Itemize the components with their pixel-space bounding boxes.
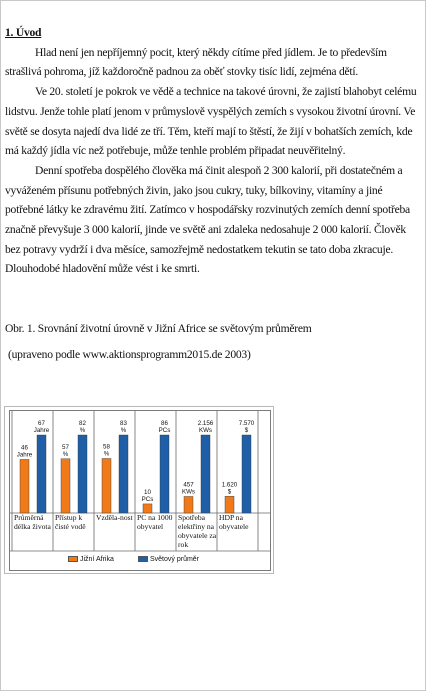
bar-south-africa — [225, 496, 234, 513]
category-label: Průměrná délka života — [14, 513, 51, 531]
figure-caption: Obr. 1. Srovnání životní úrovně v Jižní Africe se světovým průměrem — [5, 322, 312, 336]
bar-value-label-world: 86 PCs — [158, 420, 171, 434]
document-body — [5, 23, 421, 365]
bar-value-label-south-africa: 457 KWs — [181, 481, 196, 496]
bar-south-africa — [143, 504, 152, 513]
bar-south-africa — [102, 458, 111, 513]
category-label: PC na 1000 obyvatel — [137, 513, 173, 531]
bar-world — [160, 435, 169, 513]
bar-world — [78, 435, 87, 513]
legend-label-south-africa: Jižní Afrika — [80, 556, 114, 563]
bar-value-label-world: 2.156 KWs — [197, 420, 214, 434]
bar-south-africa — [20, 459, 29, 513]
legend-item-south-africa — [68, 555, 114, 565]
figure-source: (upraveno podle www.aktionsprogramm2015.de 2003) — [8, 347, 251, 361]
bar-value-label-world: 82 % — [79, 420, 86, 434]
bar-world — [119, 435, 128, 513]
bar-world — [201, 435, 210, 513]
bar-value-label-world: 83 % — [120, 420, 127, 434]
paragraph-2: Ve 20. století je pokrok ve vědě a technice na takové úrovni, že zajistí blahobyt celému lidstvu. Jenže tohle platí jenom v průmyslově vyspělých zemích s vysokou životní úrovní. Ve světě se dosyta najedí dva lidé ze tří. Těm, kteří mají to štěstí, že žijí v bohatších zemích, kde má každý jídla víc než potřebuje, může tenhle problém připadat neuvěřitelný. — [5, 85, 417, 158]
paragraph-3: Denní spotřeba dospělého člověka má činit alespoň 2 300 kalorií, při dostatečném a vyváženém přísunu potřebných živin, jako jsou cukry, tuky, bílkoviny, vitamíny a jiné potřebné látky ke zdravému žití. Zatímco v hospodářsky rozvinutých zemích denní spotřeba značně převyšuje 3 000 kalorií, jinde ve světě ani zdaleka nedosahuje 2 000 kalorií. Člověk bez potravy vydrží i dva měsíce, samozřejmě nedostatkem tekutin se tato doba zkracuje. Dlouhodobé hladovění může vést i ke smrti. — [5, 163, 410, 276]
bar-value-label-south-africa: 57 % — [62, 443, 69, 458]
legend-label-world: Světový průměr — [150, 556, 200, 563]
bar-value-label-south-africa: 1.620 $ — [221, 481, 238, 496]
chart-svg — [10, 411, 270, 570]
chart-frame — [9, 410, 271, 571]
bar-south-africa — [61, 459, 70, 513]
bar-world — [242, 435, 251, 513]
bar-value-label-south-africa: 46 Jahre — [16, 444, 33, 459]
bar-value-label-south-africa: 58 % — [103, 443, 110, 458]
bar-value-label-south-africa: 10 PCs — [141, 488, 154, 503]
bar-world — [37, 435, 46, 513]
chart-legend — [10, 553, 270, 567]
legend-swatch-world — [138, 556, 148, 562]
category-label: Přístup k čisté vodě — [55, 513, 86, 531]
legend-swatch-south-africa — [68, 556, 78, 562]
category-label: Vzděla-nost — [96, 513, 133, 522]
bar-value-label-world: 67 Jahre — [33, 420, 50, 434]
category-label: HDP na obyvatele — [219, 513, 249, 531]
figure-chart — [4, 406, 274, 574]
bar-value-label-world: 7.570 $ — [238, 420, 255, 434]
spacer — [5, 279, 421, 319]
legend-item-world — [138, 555, 199, 565]
section-heading: 1. Úvod — [5, 26, 42, 39]
category-label: Spotřeba elektřiny na obyvatele za rok — [178, 513, 217, 549]
bar-south-africa — [184, 496, 193, 513]
paragraph-1: Hlad není jen nepříjemný pocit, který někdy cítíme před jídlem. Je to především strašlivá pohroma, jíž každoročně padnou za oběť stovky tisíc lidí, zejména dětí. — [5, 45, 387, 79]
